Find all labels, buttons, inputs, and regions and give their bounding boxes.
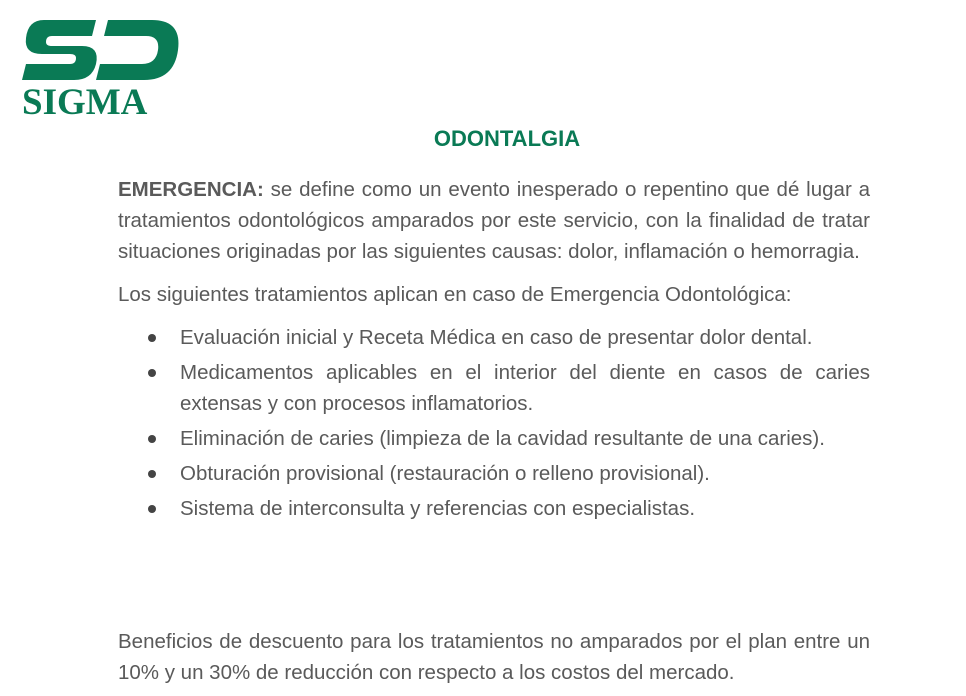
emergency-term: EMERGENCIA: (118, 178, 264, 201)
treatments-list (118, 322, 870, 524)
benefits-text: Beneficios de descuento para los tratamientos no amparados por el plan entre un 10% y un 30% de reducción con respecto a los costos del mercado. (118, 630, 870, 684)
treatments-intro: Los siguientes tratamientos aplican en caso de Emergencia Odontológica: (118, 283, 792, 306)
bullet-icon (148, 470, 156, 478)
page-title: ODONTALGIA (433, 126, 581, 151)
bullet-icon (148, 369, 156, 377)
list-item-text: Sistema de interconsulta y referencias con especialistas. (180, 497, 696, 520)
emergency-definition (118, 174, 870, 267)
list-item (118, 458, 870, 489)
list-item-text: Medicamentos aplicables en el interior del diente en casos de caries extensas y con procesos inflamatorios. (180, 361, 870, 415)
bullet-icon (148, 435, 156, 443)
sd-logo-mark-icon (22, 16, 182, 84)
main-content (118, 174, 870, 528)
list-item (118, 493, 870, 524)
list-item-text: Evaluación inicial y Receta Médica en caso de presentar dolor dental. (180, 326, 813, 349)
list-item (118, 423, 870, 454)
list-item (118, 322, 870, 353)
bullet-icon (148, 334, 156, 342)
emergency-definition-text: se define como un evento inesperado o repentino que dé lugar a tratamientos odontológicos amparados por este servicio, con la finalidad de tratar situaciones originadas por las siguientes causas: dolor, inflamación o hemorragia. (118, 178, 870, 263)
logo-text: SIGMA (22, 82, 148, 123)
bullet-icon (148, 505, 156, 513)
sigma-logo (22, 16, 182, 126)
list-item (118, 357, 870, 419)
list-item-text: Eliminación de caries (limpieza de la cavidad resultante de una caries). (180, 427, 825, 450)
list-item-text: Obturación provisional (restauración o relleno provisional). (180, 462, 710, 485)
